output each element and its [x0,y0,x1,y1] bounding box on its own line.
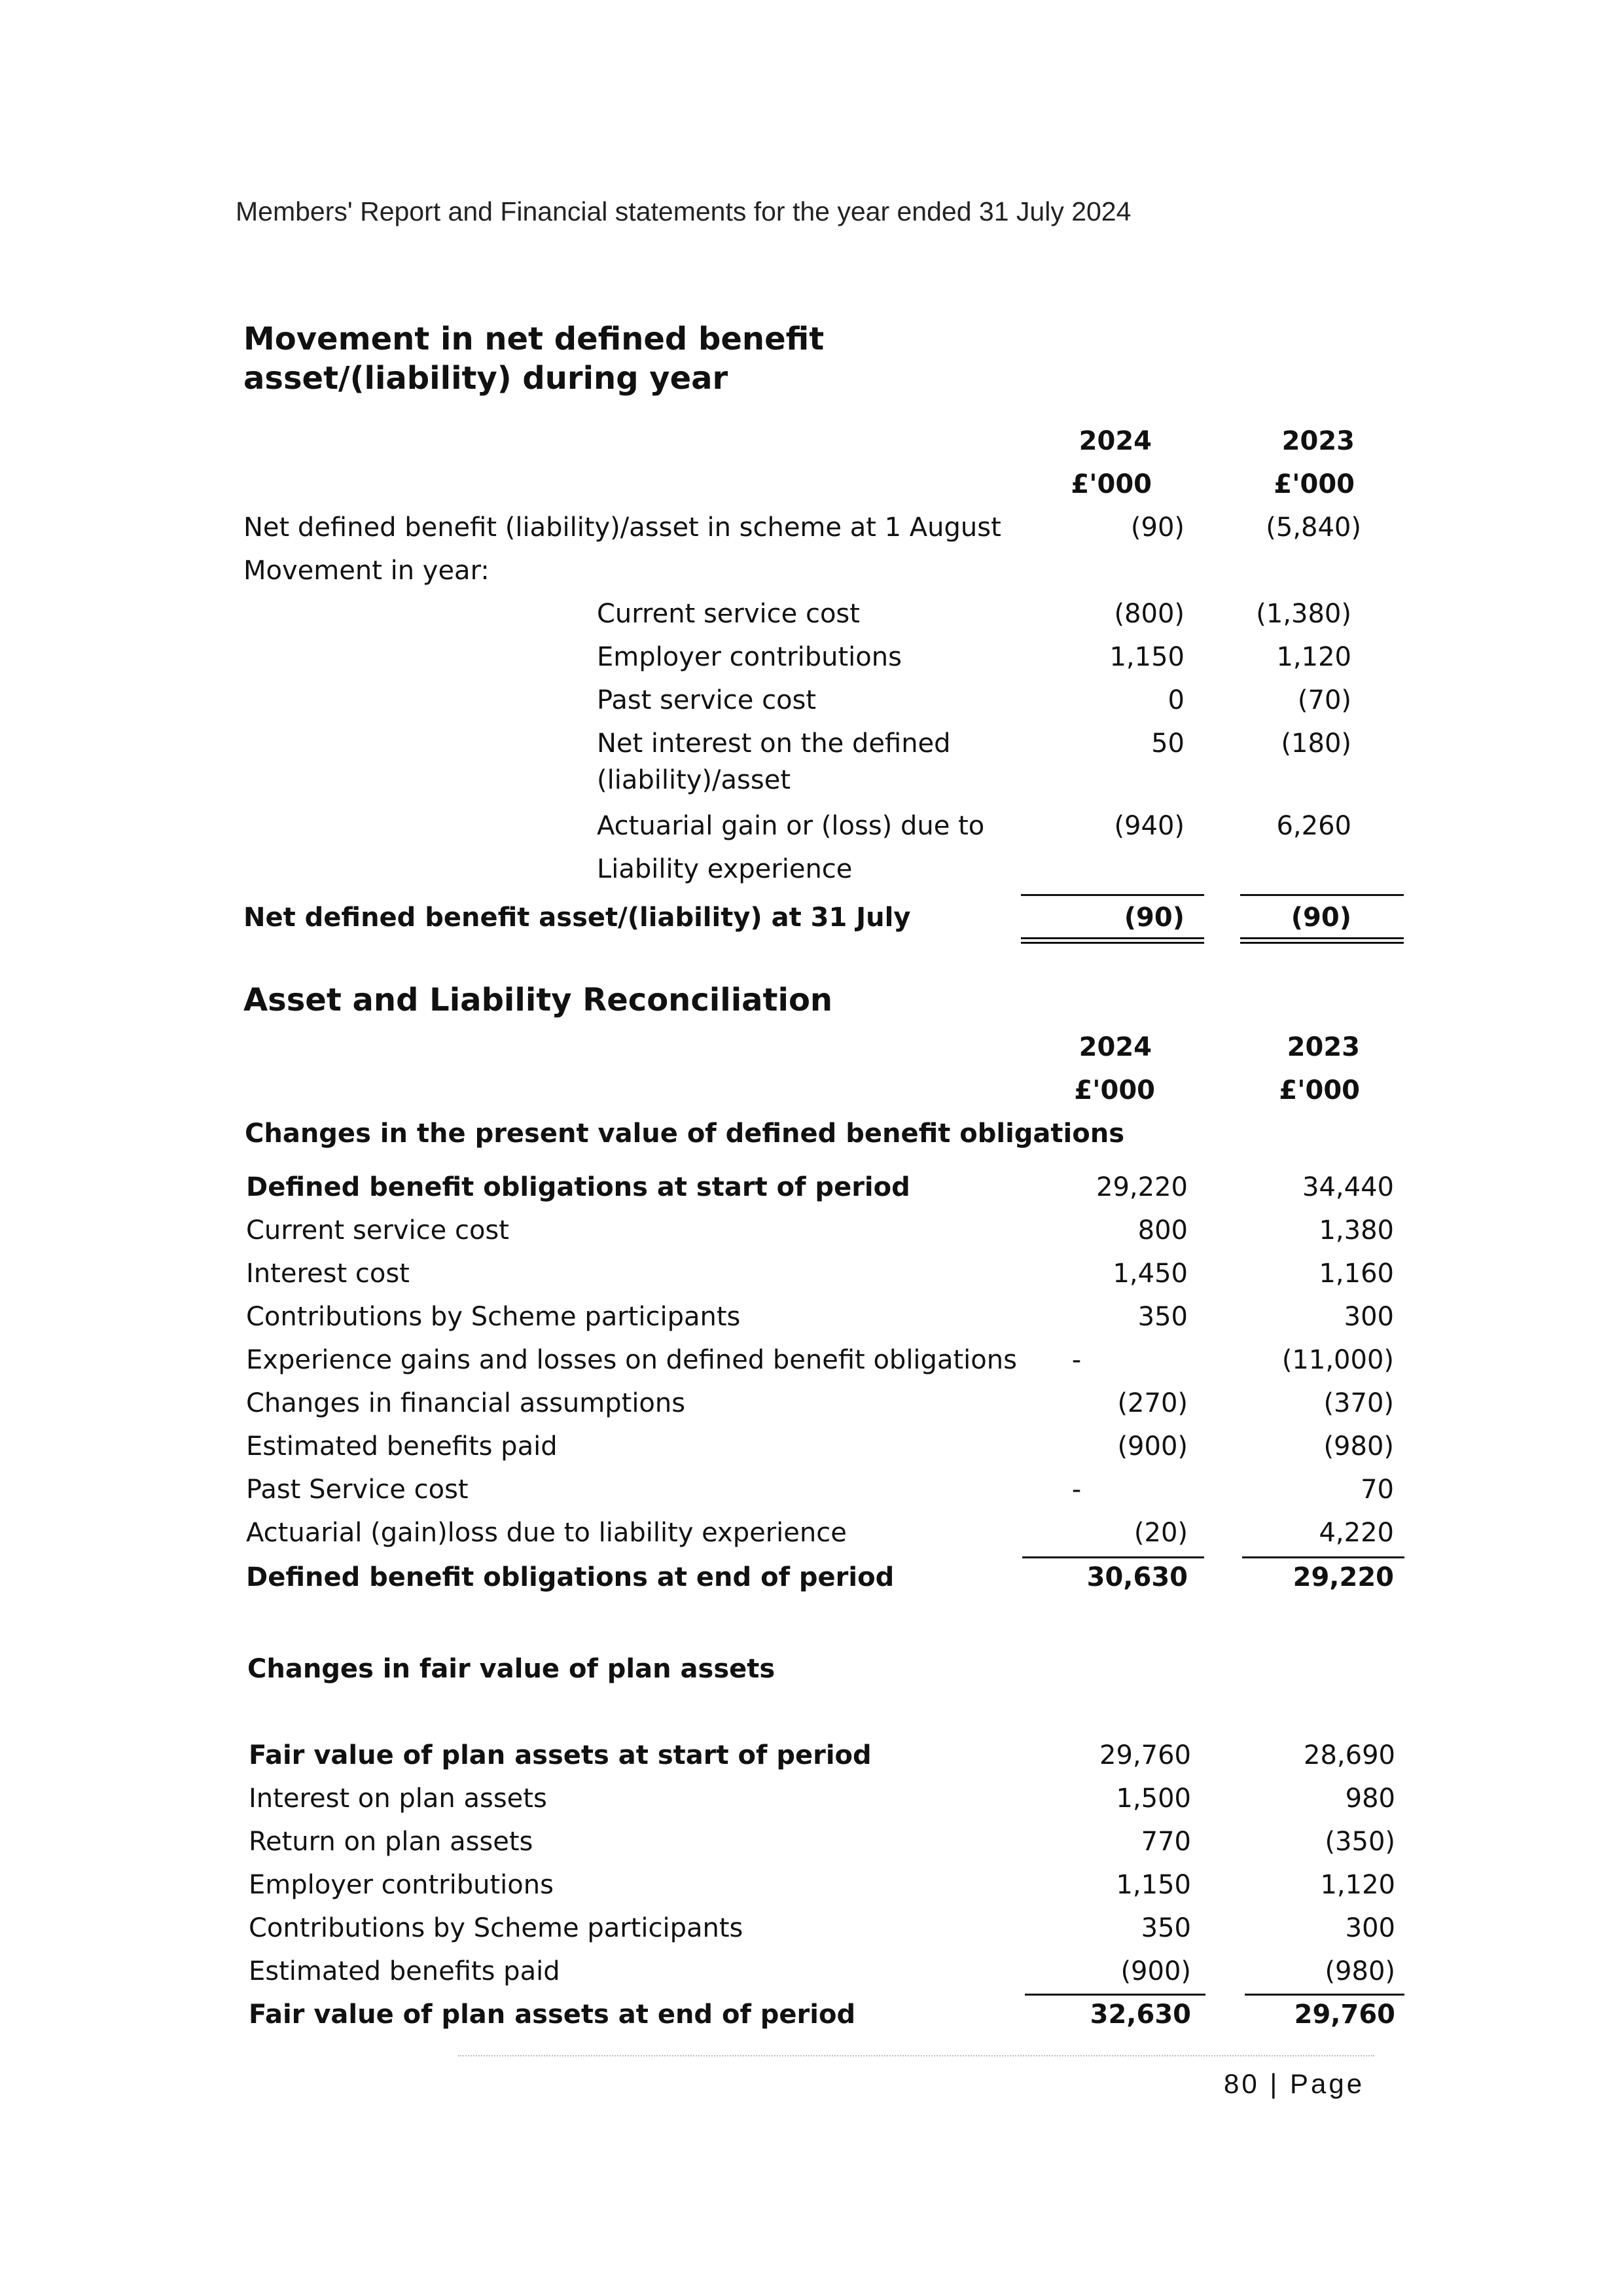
section1-title [243,319,824,398]
s1-item-label: Employer contributions [597,642,902,672]
s2-assets-start-2023: 28,690 [1304,1740,1395,1770]
s2-obl-row-2023: 70 [1361,1475,1394,1505]
s1-item-2023: 1,120 [1276,642,1351,672]
s1-item-label-cont: Liability experience [597,854,853,884]
s1-rule-top-2023 [1240,894,1404,896]
s2-obl-row-2023: 300 [1344,1302,1394,1332]
s2-obl-row-2024: 1,450 [1113,1259,1188,1289]
s2-obl-rule-2024 [1022,1556,1204,1558]
s2-assets-start-2024: 29,760 [1099,1740,1191,1770]
s1-closing-2024: (90) [1124,903,1185,933]
s1-col-unit-2023: £'000 [1274,469,1355,499]
page-footer [1224,2068,1364,2100]
s1-item-2024: (940) [1114,811,1185,841]
s1-item-label: Net interest on the defined [597,728,951,759]
s1-item-label: Past service cost [597,685,817,715]
section1-title-line1: Movement in net defined benefit [243,321,825,357]
s2-assets-heading: Changes in fair value of plan assets [247,1654,776,1684]
s2-col-year-2024: 2024 [1079,1032,1152,1062]
s2-assets-row-2023: (350) [1325,1827,1395,1857]
s2-assets-end-2024: 32,630 [1090,2000,1191,2030]
s2-obl-row-label: Current service cost [246,1215,509,1246]
s1-item-2024: 50 [1151,728,1185,759]
s2-assets-row-label: Contributions by Scheme participants [249,1913,743,1943]
s2-assets-row-2024: (900) [1120,1956,1191,1986]
s2-assets-row-2023: 300 [1345,1913,1395,1943]
s1-item-label-cont: (liability)/asset [597,765,791,795]
s1-closing-label: Net defined benefit asset/(liability) at 31 July [243,903,911,933]
s2-obl-row-label: Changes in financial assumptions [246,1388,686,1418]
s1-item-2023: (1,380) [1256,599,1351,629]
s1-opening-label: Net defined benefit (liability)/asset in scheme at 1 August [243,512,1001,543]
s2-obl-row-2024: - [1071,1345,1082,1375]
s1-opening-2023: (5,840) [1266,512,1361,543]
s2-obl-row-2024: - [1071,1475,1082,1505]
s2-assets-row-label: Return on plan assets [249,1827,533,1857]
s2-assets-row-2024: 350 [1141,1913,1191,1943]
s1-rule-double-2024 [1021,937,1204,944]
s2-obl-row-label: Actuarial (gain)loss due to liability experience [246,1518,847,1548]
s2-obl-row-2023: 1,160 [1319,1259,1394,1289]
s1-col-year-2023: 2023 [1281,426,1355,456]
s2-obl-end-2023: 29,220 [1293,1562,1394,1592]
s2-obl-row-2024: 800 [1137,1215,1188,1246]
s2-assets-row-2024: 1,150 [1116,1870,1191,1900]
s2-obl-row-2023: 1,380 [1319,1215,1394,1246]
s2-obl-row-2024: 350 [1137,1302,1188,1332]
s2-assets-row-label: Employer contributions [249,1870,554,1900]
s1-closing-2023: (90) [1291,903,1351,933]
s2-obl-row-label: Contributions by Scheme participants [246,1302,741,1332]
s2-obl-end-label: Defined benefit obligations at end of period [246,1562,895,1592]
s2-assets-row-2024: 770 [1141,1827,1191,1857]
page-word: | Page [1270,2068,1365,2099]
s1-item-label: Actuarial gain or (loss) due to [597,811,985,841]
s2-obl-start-2023: 34,440 [1302,1172,1394,1202]
s2-obl-row-2023: (370) [1323,1388,1394,1418]
s2-assets-end-label: Fair value of plan assets at end of period [249,2000,856,2030]
s2-assets-end-2023: 29,760 [1294,2000,1395,2030]
s1-rule-top-2024 [1021,894,1204,896]
s2-obl-row-label: Experience gains and losses on defined benefit obligations [246,1345,1017,1375]
s1-movement-label: Movement in year: [243,556,490,586]
s2-assets-row-2023: (980) [1325,1956,1395,1986]
s2-assets-row-2023: 1,120 [1320,1870,1395,1900]
s1-col-year-2024: 2024 [1079,426,1152,456]
s1-item-2024: 0 [1168,685,1185,715]
s2-col-unit-2024: £'000 [1074,1075,1155,1105]
s2-assets-row-label: Estimated benefits paid [249,1956,560,1986]
section2-title: Asset and Liability Reconciliation [243,982,833,1018]
s1-opening-2024: (90) [1130,512,1185,543]
s2-obl-end-2024: 30,630 [1086,1562,1188,1592]
s2-assets-rule-2024 [1025,1994,1205,1996]
s2-obl-row-2024: (900) [1117,1431,1188,1462]
s2-obl-row-2024: (20) [1133,1518,1188,1548]
s2-obl-row-label: Interest cost [246,1259,410,1289]
s2-col-year-2023: 2023 [1287,1032,1360,1062]
s2-obl-row-2024: (270) [1117,1388,1188,1418]
s2-obl-row-label: Past Service cost [246,1475,469,1505]
s1-item-2023: (70) [1297,685,1351,715]
scan-artifact-line [458,2055,1374,2059]
s2-assets-start-label: Fair value of plan assets at start of period [249,1740,872,1770]
s2-obl-row-label: Estimated benefits paid [246,1431,558,1462]
page-number: 80 [1224,2068,1260,2099]
s2-assets-row-2024: 1,500 [1116,1784,1191,1814]
s2-obl-row-2023: (11,000) [1281,1345,1394,1375]
s2-assets-row-label: Interest on plan assets [249,1784,547,1814]
s2-assets-row-2023: 980 [1345,1784,1395,1814]
s2-obligations-heading: Changes in the present value of defined benefit obligations [245,1119,1125,1149]
page-header: Members' Report and Financial statements for the year ended 31 July 2024 [236,196,1132,226]
s1-item-2023: 6,260 [1276,811,1351,841]
s1-item-label: Current service cost [597,599,860,629]
s2-obl-row-2023: (980) [1323,1431,1394,1462]
s1-rule-double-2023 [1240,937,1404,944]
s1-item-2024: 1,150 [1109,642,1185,672]
s2-col-unit-2023: £'000 [1279,1075,1360,1105]
s2-obl-rule-2023 [1242,1556,1404,1558]
s2-obl-start-2024: 29,220 [1096,1172,1188,1202]
section1-title-line2: asset/(liability) during year [243,360,728,397]
s2-assets-rule-2023 [1245,1994,1404,1996]
s2-obl-row-2023: 4,220 [1319,1518,1394,1548]
s2-obl-start-label: Defined benefit obligations at start of period [246,1172,910,1202]
s1-item-2024: (800) [1114,599,1185,629]
s1-item-2023: (180) [1281,728,1351,759]
s1-col-unit-2024: £'000 [1071,469,1152,499]
